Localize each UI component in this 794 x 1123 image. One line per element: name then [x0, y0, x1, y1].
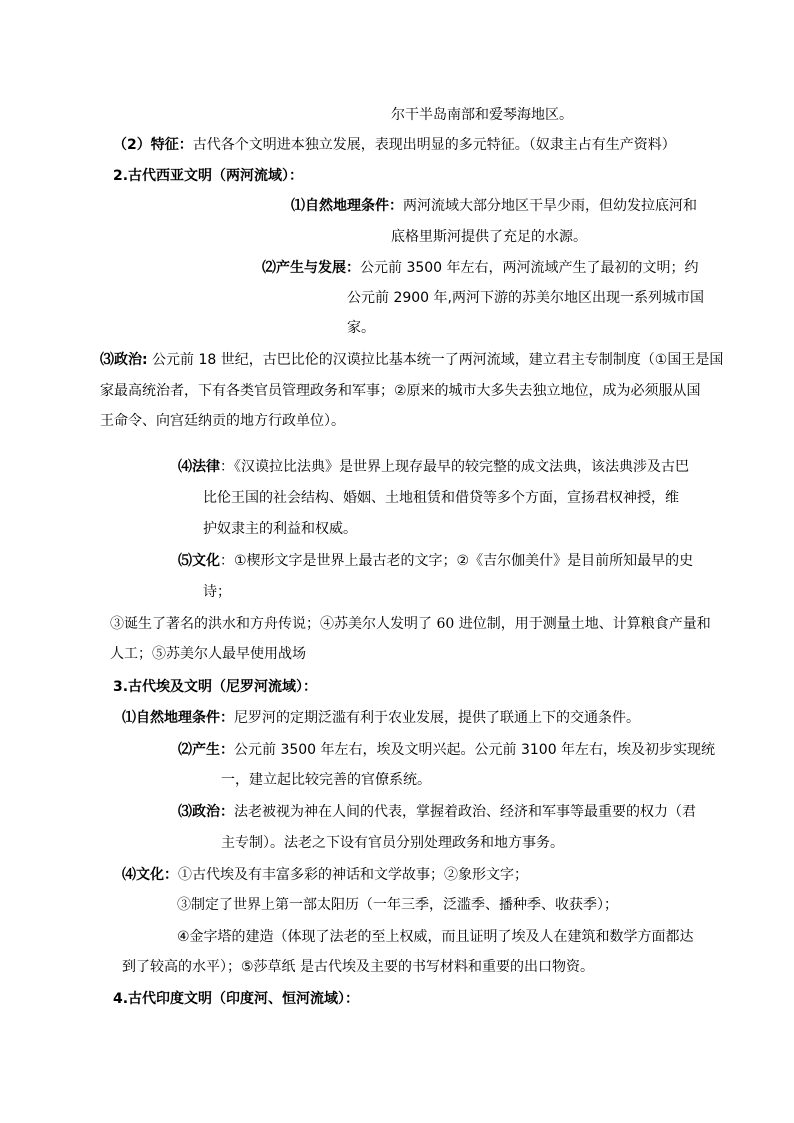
text-line: 家。 [347, 320, 375, 336]
text-line: 到了较高的水平）；⑤莎草纸 是古代埃及主要的书写材料和重要的出口物资。 [122, 959, 594, 975]
text-line: 一，建立起比较完善的官僚系统。 [221, 772, 431, 788]
text-line: ③诞生了著名的洪水和方舟传说；④苏美尔人发明了 60 进位制，用于测量土地、计算粮食产量和 [110, 616, 711, 632]
section-subheading: ⑴自然地理条件： [291, 198, 403, 214]
text-span: ：《汉谟拉比法典》是世界上现存最早的较完整的成文法典，该法典涉及古巴 [220, 459, 689, 475]
text-line [122, 865, 528, 885]
text-line: 人工；⑤苏美尔人最早使用战场 [110, 646, 306, 662]
text-span: 尼罗河的定期泛滥有利于农业发展，提供了联通上下的交通条件。 [234, 710, 640, 726]
text-line: 护奴隶主的利益和权威。 [203, 521, 357, 537]
text-line [178, 802, 696, 822]
section-subheading: （2）特征： [113, 137, 193, 153]
text-line [113, 135, 676, 155]
text-line: 家最高统治者，下有各类官员管理政务和军事；②原来的城市大多失去独立地位，成为必须服从国 [100, 383, 701, 399]
text-line [291, 196, 697, 216]
text-line: ④金字塔的建造（体现了法老的至上权威，而且证明了埃及人在建筑和数学方面都达 [177, 929, 694, 945]
text-line: 底格里斯河提供了充足的水源。 [391, 229, 587, 245]
text-line [178, 551, 693, 571]
text-line [100, 350, 723, 370]
section-heading: 4.古代印度文明（印度河、恒河流域）： [113, 991, 360, 1007]
text-line: 王命令、向宫廷纳贡的地方行政单位）。 [100, 413, 345, 429]
text-line: 诗； [203, 584, 231, 600]
section-subheading: ⑷文化： [122, 867, 178, 883]
text-span: 两河流域大部分地区干旱少雨，但幼发拉底河和 [403, 198, 697, 214]
section-subheading: ⑸文化 [178, 553, 220, 569]
text-span: 法老被视为神在人间的代表，掌握着政治、经济和军事等最重要的权力（君 [234, 804, 696, 820]
section-heading: 3.古代埃及文明（尼罗河流域）： [113, 679, 318, 695]
text-line: 尔干半岛南部和爱琴海地区。 [391, 107, 573, 123]
text-line [178, 457, 689, 477]
section-subheading: ⑵产生与发展： [262, 260, 360, 276]
text-span: 公元前 3500 年左右，埃及文明兴起。公元前 3100 年左右，埃及初步实现统 [234, 742, 716, 758]
section-subheading: ⑶政治: [100, 352, 148, 368]
text-span: 古代各个文明进本独立发展，表现出明显的多元特征。（奴隶主占有生产资料） [192, 137, 676, 153]
text-span: 公元前 3500 年左右，两河流域产生了最初的文明；约 [360, 260, 699, 276]
section-subheading: ⑷法律 [178, 459, 220, 475]
text-line: ③制定了世界上第一部太阳历（一年三季，泛滥季、播种季、收获季）； [177, 897, 618, 913]
section-subheading: ⑶政治： [178, 804, 234, 820]
text-span: ①古代埃及有丰富多彩的神话和文学故事；②象形文字； [178, 867, 528, 883]
text-line [178, 740, 715, 760]
text-line: 公元前 2900 年,两河下游的苏美尔地区出现一系列城市国 [347, 290, 704, 306]
text-line: 比伦王国的社会结构、婚姻、土地租赁和借贷等多个方面，宣扬君权神授，维 [203, 490, 679, 506]
section-subheading: ⑴自然地理条件： [122, 710, 234, 726]
text-span: ：①楔形文字是世界上最古老的文字；②《吉尔伽美什》是目前所知最早的史 [220, 553, 694, 569]
text-line: 主专制）。法老之下设有官员分别处理政务和地方事务。 [221, 835, 564, 851]
text-line [262, 258, 699, 278]
text-line [122, 708, 640, 728]
text-span: 公元前 18 世纪，古巴比伦的汉谟拉比基本统一了两河流域，建立君主专制制度（①国王是国 [147, 352, 724, 368]
section-subheading: ⑵产生： [178, 742, 234, 758]
section-heading: 2.古代西亚文明（两河流域）： [113, 168, 304, 184]
